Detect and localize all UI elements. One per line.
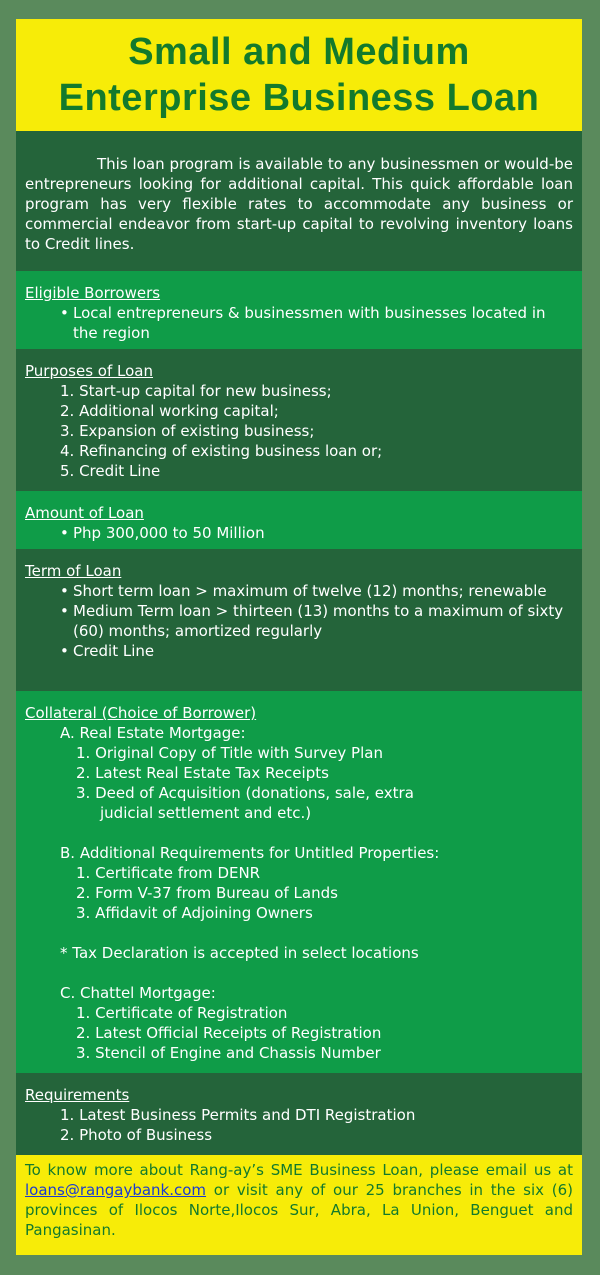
section-heading: Term of Loan xyxy=(25,562,122,580)
list-item: 1. Latest Business Permits and DTI Registration xyxy=(60,1106,416,1124)
list-item: 1. Original Copy of Title with Survey Plan xyxy=(76,744,383,762)
tax-declaration-note: * Tax Declaration is accepted in select locations xyxy=(60,944,419,962)
list-item: 2. Photo of Business xyxy=(60,1126,213,1144)
list-item: • Medium Term loan > thirteen (13) months to a maximum of sixty (60) months; amortized regularly xyxy=(60,602,564,640)
list-item: • Short term loan > maximum of twelve (12) months; renewable xyxy=(60,582,547,600)
list-item: 1. Certificate of Registration xyxy=(76,1004,288,1022)
list-item: 2. Additional working capital; xyxy=(60,402,279,420)
list-item: • Local entrepreneurs & businessmen with businesses located in the region xyxy=(60,304,546,342)
group-b-label: B. Additional Requirements for Untitled Properties: xyxy=(60,844,440,862)
contact-footer xyxy=(16,1155,582,1255)
group-c-label: C. Chattel Mortgage: xyxy=(60,984,216,1002)
list-item: 4. Refinancing of existing business loan or; xyxy=(60,442,383,460)
term-section xyxy=(16,549,582,691)
section-heading: Eligible Borrowers xyxy=(25,284,161,302)
purposes-section xyxy=(16,349,582,491)
intro-text: This loan program is available to any businessmen or would-be entrepreneurs looking for additional capital. This quick affordable loan program has very flexible rates to accommodate any business or commercial endeavor from start-up capital to revolving inventory loans to Credit lines. xyxy=(25,155,573,253)
list-item: 3. Expansion of existing business; xyxy=(60,422,315,440)
collateral-section xyxy=(16,691,582,1073)
list-item: 1. Certificate from DENR xyxy=(76,864,261,882)
list-item: 2. Form V-37 from Bureau of Lands xyxy=(76,884,338,902)
requirements-section xyxy=(16,1073,582,1155)
section-heading: Requirements xyxy=(25,1086,130,1104)
page-title-line-1: Small and Medium xyxy=(128,31,470,73)
list-item: 5. Credit Line xyxy=(60,462,161,480)
loan-flyer xyxy=(16,19,582,1255)
list-item: 2. Latest Real Estate Tax Receipts xyxy=(76,764,329,782)
amount-section xyxy=(16,491,582,549)
intro-section xyxy=(16,131,582,271)
section-heading: Amount of Loan xyxy=(25,504,144,522)
contact-text: To know more about Rang-ay’s SME Business Loan, please email us at loans@rangaybank.com or visit any of our 25 branches in the six (6) provinces of Ilocos Norte,Ilocos Sur, Abra, La Union, Benguet and Pangasinan. xyxy=(25,1161,573,1239)
list-item: 3. Deed of Acquisition (donations, sale, extra judicial settlement and etc.) xyxy=(76,784,414,822)
section-heading: Collateral (Choice of Borrower) xyxy=(25,704,257,722)
section-heading: Purposes of Loan xyxy=(25,362,153,380)
list-item: 3. Stencil of Engine and Chassis Number xyxy=(76,1044,381,1062)
title-banner xyxy=(16,19,582,131)
list-item: 1. Start-up capital for new business; xyxy=(60,382,332,400)
page-title-line-2: Enterprise Business Loan xyxy=(58,77,540,119)
list-item: • Credit Line xyxy=(60,642,155,660)
eligible-borrowers-section xyxy=(16,271,582,349)
email-link[interactable]: loans@rangaybank.com xyxy=(25,1181,207,1199)
group-a-label: A. Real Estate Mortgage: xyxy=(60,724,246,742)
list-item: 3. Affidavit of Adjoining Owners xyxy=(76,904,313,922)
list-item: 2. Latest Official Receipts of Registration xyxy=(76,1024,382,1042)
list-item: • Php 300,000 to 50 Million xyxy=(60,524,265,542)
